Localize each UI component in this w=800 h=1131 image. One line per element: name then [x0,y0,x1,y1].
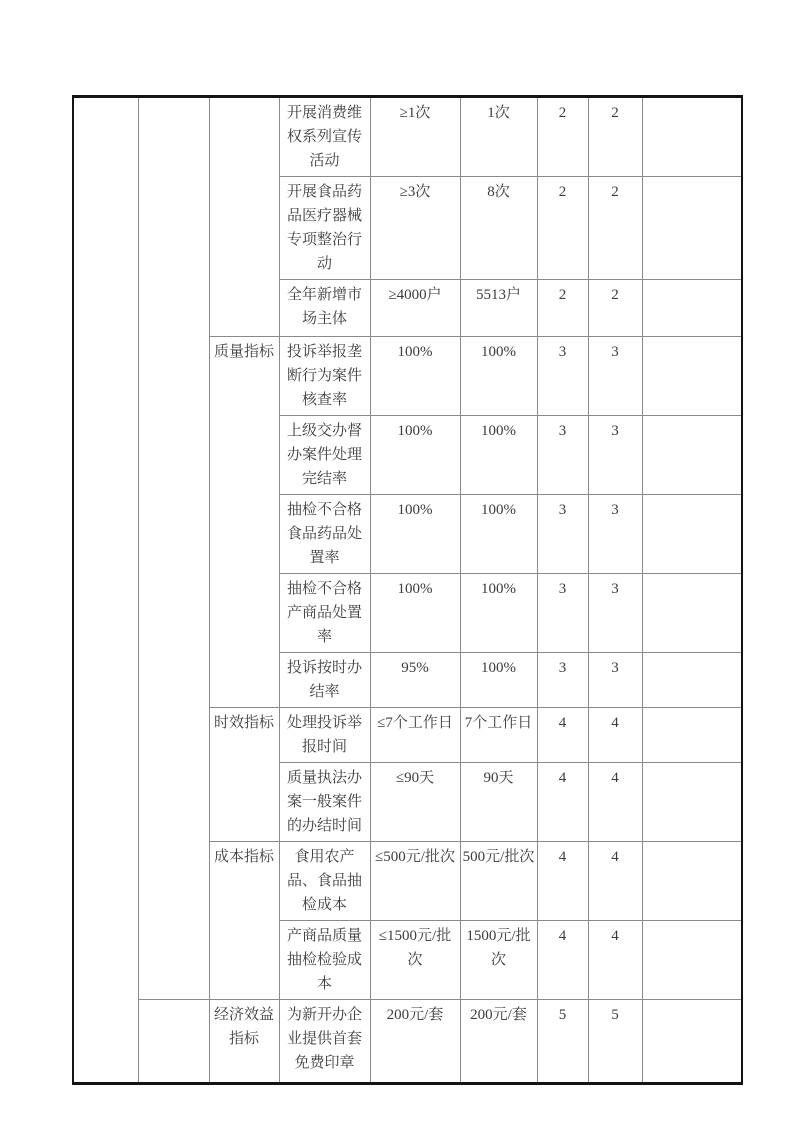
target-value-cell: ≤500元/批次 [370,842,460,921]
target-value-cell: 100% [370,337,460,416]
remarks-cell [642,280,742,337]
performance-indicator-table-wrap [72,95,743,1085]
remarks-cell [642,763,742,842]
actual-value-cell: 7个工作日 [460,708,537,763]
self-score-cell: 5 [537,1000,588,1084]
actual-value-cell: 90天 [460,763,537,842]
actual-value-cell: 200元/套 [460,1000,537,1084]
remarks-cell [642,97,742,177]
final-score-cell: 3 [588,574,642,653]
self-score-cell: 3 [537,574,588,653]
final-score-cell: 5 [588,1000,642,1084]
final-score-cell: 2 [588,177,642,280]
indicator-name-cell: 投诉举报垄断行为案件核查率 [279,337,370,416]
indicator-name-cell: 产商品质量抽检检验成本 [279,921,370,1000]
indicator-name-cell: 食用农产品、食品抽检成本 [279,842,370,921]
remarks-cell [642,495,742,574]
self-score-cell: 4 [537,842,588,921]
self-score-cell: 4 [537,763,588,842]
actual-value-cell: 1500元/批次 [460,921,537,1000]
actual-value-cell: 100% [460,574,537,653]
final-score-cell: 2 [588,97,642,177]
remarks-cell [642,337,742,416]
merged-left-cell-2-lower [138,1000,209,1084]
target-value-cell: 200元/套 [370,1000,460,1084]
remarks-cell [642,1000,742,1084]
target-value-cell: 95% [370,653,460,708]
indicator-name-cell: 开展消费维权系列宣传活动 [279,97,370,177]
remarks-cell [642,653,742,708]
table-row [73,97,742,177]
category-cell-timeliness: 时效指标 [209,708,279,842]
category-cell-quality: 质量指标 [209,337,279,708]
category-cell-empty [209,97,279,337]
actual-value-cell: 100% [460,653,537,708]
final-score-cell: 3 [588,495,642,574]
indicator-name-cell: 投诉按时办结率 [279,653,370,708]
target-value-cell: ≥1次 [370,97,460,177]
target-value-cell: ≥3次 [370,177,460,280]
target-value-cell: 100% [370,416,460,495]
remarks-cell [642,416,742,495]
actual-value-cell: 100% [460,416,537,495]
actual-value-cell: 1次 [460,97,537,177]
self-score-cell: 4 [537,708,588,763]
self-score-cell: 2 [537,97,588,177]
category-cell-cost: 成本指标 [209,842,279,1000]
indicator-name-cell: 抽检不合格产商品处置率 [279,574,370,653]
target-value-cell: ≤7个工作日 [370,708,460,763]
actual-value-cell: 500元/批次 [460,842,537,921]
self-score-cell: 4 [537,921,588,1000]
final-score-cell: 2 [588,280,642,337]
indicator-name-cell: 全年新增市场主体 [279,280,370,337]
actual-value-cell: 5513户 [460,280,537,337]
remarks-cell [642,921,742,1000]
self-score-cell: 3 [537,653,588,708]
indicator-name-cell: 处理投诉举报时间 [279,708,370,763]
self-score-cell: 3 [537,337,588,416]
target-value-cell: ≤90天 [370,763,460,842]
final-score-cell: 3 [588,337,642,416]
indicator-name-cell: 为新开办企业提供首套免费印章 [279,1000,370,1084]
merged-left-cell-2-upper [138,97,209,1000]
final-score-cell: 3 [588,416,642,495]
final-score-cell: 3 [588,653,642,708]
merged-left-cell-1 [73,97,138,1084]
self-score-cell: 2 [537,177,588,280]
target-value-cell: ≤1500元/批次 [370,921,460,1000]
table-row [73,1000,742,1084]
actual-value-cell: 100% [460,337,537,416]
performance-indicator-table [72,95,743,1085]
target-value-cell: 100% [370,574,460,653]
self-score-cell: 2 [537,280,588,337]
target-value-cell: ≥4000户 [370,280,460,337]
final-score-cell: 4 [588,763,642,842]
indicator-name-cell: 质量执法办案一般案件的办结时间 [279,763,370,842]
remarks-cell [642,177,742,280]
target-value-cell: 100% [370,495,460,574]
remarks-cell [642,574,742,653]
self-score-cell: 3 [537,416,588,495]
remarks-cell [642,708,742,763]
final-score-cell: 4 [588,708,642,763]
self-score-cell: 3 [537,495,588,574]
actual-value-cell: 8次 [460,177,537,280]
final-score-cell: 4 [588,842,642,921]
final-score-cell: 4 [588,921,642,1000]
indicator-name-cell: 开展食品药品医疗器械专项整治行动 [279,177,370,280]
remarks-cell [642,842,742,921]
category-cell-economic: 经济效益指标 [209,1000,279,1084]
actual-value-cell: 100% [460,495,537,574]
indicator-name-cell: 上级交办督办案件处理完结率 [279,416,370,495]
indicator-name-cell: 抽检不合格食品药品处置率 [279,495,370,574]
